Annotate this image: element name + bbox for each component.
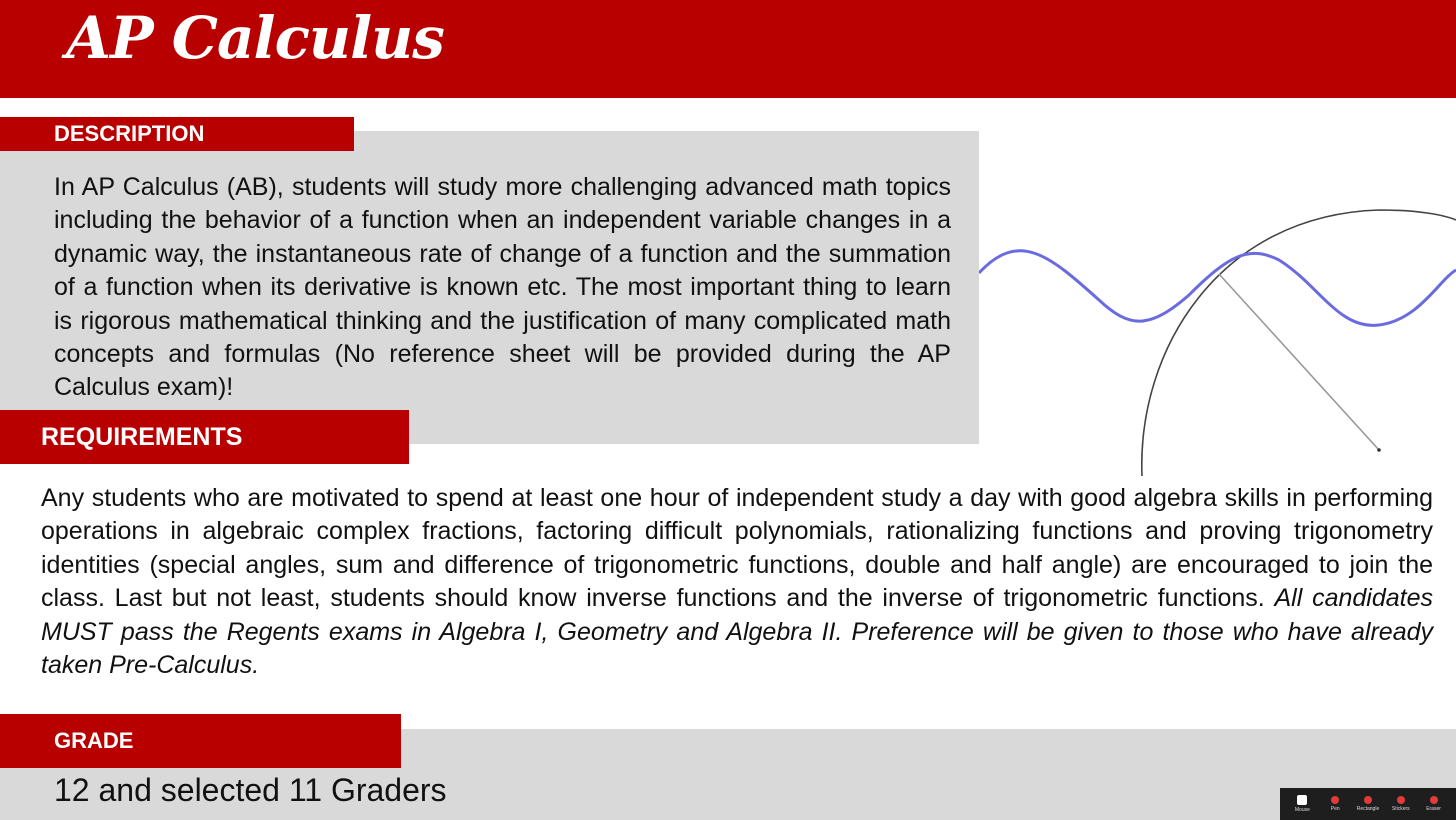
grade-label-text: GRADE (54, 728, 134, 753)
description-text: In AP Calculus (AB), students will study more challenging advanced math topics including the behavior of a function when an independent variable changes in a dynamic way, the instantaneous rate of change of a function and the summation of a function when its derivative is known etc. The most important thing to learn is rigorous mathematical thinking and the justification of many complicated math concepts and formulas (No reference sheet will be provided during the AP Calculus exam)! (54, 173, 951, 402)
mouse-icon (1297, 795, 1307, 805)
annotation-toolbar (1280, 788, 1456, 820)
tool-stickers[interactable] (1389, 796, 1413, 812)
tool-mouse[interactable] (1290, 795, 1314, 813)
sine-wave-illustration (979, 200, 1456, 490)
circle-arc (1142, 210, 1456, 476)
tool-eraser-label: Eraser (1426, 806, 1441, 812)
tool-stickers-label: Stickers (1391, 806, 1410, 812)
requirements-label-text: REQUIREMENTS (41, 422, 243, 451)
pen-icon (1331, 796, 1339, 804)
tool-pen[interactable] (1323, 796, 1347, 812)
tool-pen-label: Pen (1330, 806, 1340, 812)
requirements-body: Any students who are motivated to spend at least one hour of independent study a day with good algebra skills in performing operations in algebraic complex fractions, factoring difficult polynomials, rationalizing functions and proving trigonometry identities (special angles, sum and difference of trigonometric functions, double and half angle) are encouraged to join the class. Last but not least, students should know inverse functions and the inverse of trigonometric functions. (41, 484, 1433, 613)
tool-eraser[interactable] (1422, 796, 1446, 812)
description-label-text: DESCRIPTION (54, 121, 205, 146)
grade-text: 12 and selected 11 Graders (54, 772, 447, 808)
sine-wave (979, 251, 1456, 326)
eraser-icon (1430, 796, 1438, 804)
tool-rectangle-label: Rectangle (1356, 806, 1380, 812)
stickers-icon (1397, 796, 1405, 804)
tool-rectangle[interactable] (1356, 796, 1380, 812)
page-title: AP Calculus (66, 4, 444, 72)
center-point (1377, 448, 1381, 452)
requirements-text (41, 482, 1433, 682)
requirements-label (0, 410, 409, 464)
requirements-emphasis: All candidates MUST pass the Regents exams in Algebra I, Geometry and Algebra II. Preference will be given to those who have already taken Pre-Calculus. (41, 584, 1433, 680)
tool-mouse-label: Mouse (1294, 807, 1310, 813)
radius-line (1219, 274, 1379, 450)
description-label (0, 117, 354, 151)
rectangle-icon (1364, 796, 1372, 804)
grade-label (0, 714, 401, 768)
